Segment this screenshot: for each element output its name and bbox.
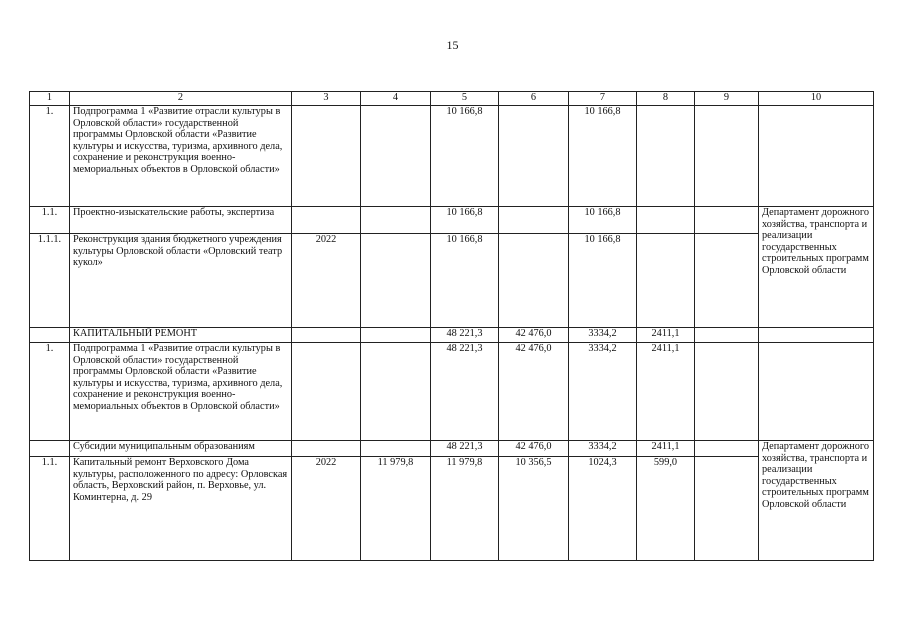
value-cell	[695, 207, 759, 234]
year-cell: 2022	[292, 457, 361, 561]
header-cell: 10	[759, 92, 874, 106]
value-cell: 2411,1	[637, 343, 695, 441]
value-cell: 10 166,8	[431, 106, 499, 207]
value-cell: 48 221,3	[431, 328, 499, 343]
row-number-cell	[30, 441, 70, 457]
value-cell: 3334,2	[569, 343, 637, 441]
value-cell	[695, 234, 759, 328]
value-cell	[637, 207, 695, 234]
value-cell	[361, 234, 431, 328]
value-cell	[637, 106, 695, 207]
table-header-row	[30, 92, 874, 106]
department-cell	[759, 106, 874, 207]
value-cell	[637, 234, 695, 328]
value-cell: 10 356,5	[499, 457, 569, 561]
value-cell	[499, 234, 569, 328]
value-cell	[695, 106, 759, 207]
name-cell: КАПИТАЛЬНЫЙ РЕМОНТ	[70, 328, 292, 343]
value-cell: 1024,3	[569, 457, 637, 561]
row-number-cell: 1.1.	[30, 207, 70, 234]
name-cell: Проектно-изыскательские работы, экспертиза	[70, 207, 292, 234]
data-table	[29, 91, 874, 561]
value-cell: 11 979,8	[361, 457, 431, 561]
department-cell	[759, 343, 874, 441]
table-row-1-1	[30, 207, 874, 234]
value-cell: 599,0	[637, 457, 695, 561]
value-cell	[695, 328, 759, 343]
row-number-cell: 1.1.1.	[30, 234, 70, 328]
year-cell	[292, 328, 361, 343]
year-cell	[292, 106, 361, 207]
value-cell	[361, 328, 431, 343]
value-cell: 42 476,0	[499, 441, 569, 457]
name-cell: Субсидии муниципальным образованиям	[70, 441, 292, 457]
value-cell	[361, 441, 431, 457]
value-cell: 10 166,8	[569, 207, 637, 234]
page-number: 15	[446, 38, 459, 52]
header-cell: 7	[569, 92, 637, 106]
value-cell	[695, 457, 759, 561]
value-cell: 48 221,3	[431, 441, 499, 457]
table-row-capital-repair	[30, 328, 874, 343]
department-cell: Департамент дорожного хозяйства, транспорта и реализации государственных строительных программ Орловской области	[759, 207, 874, 328]
year-cell: 2022	[292, 234, 361, 328]
table-row-subsidies	[30, 441, 874, 457]
name-cell: Подпрограмма 1 «Развитие отрасли культуры в Орловской области» государственной программы Орловской области «Развитие культуры и искусства, туризма, архивного дела, сохранение и реконструкция военно-мемориальных объектов в Орловской области»	[70, 343, 292, 441]
header-cell: 6	[499, 92, 569, 106]
header-cell: 2	[70, 92, 292, 106]
value-cell: 48 221,3	[431, 343, 499, 441]
value-cell: 10 166,8	[431, 207, 499, 234]
value-cell: 42 476,0	[499, 328, 569, 343]
table-row-1-1-1	[30, 234, 874, 328]
row-number-cell	[30, 328, 70, 343]
year-cell	[292, 343, 361, 441]
value-cell: 42 476,0	[499, 343, 569, 441]
header-cell: 4	[361, 92, 431, 106]
header-cell: 5	[431, 92, 499, 106]
row-number-cell: 1.	[30, 343, 70, 441]
value-cell	[499, 207, 569, 234]
value-cell: 10 166,8	[569, 106, 637, 207]
header-cell: 1	[30, 92, 70, 106]
header-cell: 9	[695, 92, 759, 106]
header-cell: 8	[637, 92, 695, 106]
table-row-1	[30, 106, 874, 207]
department-cell	[759, 328, 874, 343]
header-cell: 3	[292, 92, 361, 106]
row-number-cell: 1.1.	[30, 457, 70, 561]
value-cell: 3334,2	[569, 328, 637, 343]
name-cell: Реконструкция здания бюджетного учреждения культуры Орловской области «Орловский театр кукол»	[70, 234, 292, 328]
value-cell: 2411,1	[637, 328, 695, 343]
value-cell: 2411,1	[637, 441, 695, 457]
value-cell: 3334,2	[569, 441, 637, 457]
value-cell	[361, 207, 431, 234]
year-cell	[292, 207, 361, 234]
year-cell	[292, 441, 361, 457]
table-row-1-1-b	[30, 457, 874, 561]
department-cell: Департамент дорожного хозяйства, транспорта и реализации государственных строительных программ Орловской области	[759, 441, 874, 561]
value-cell: 10 166,8	[431, 234, 499, 328]
value-cell	[695, 343, 759, 441]
value-cell	[361, 343, 431, 441]
value-cell	[499, 106, 569, 207]
value-cell: 11 979,8	[431, 457, 499, 561]
name-cell: Подпрограмма 1 «Развитие отрасли культуры в Орловской области» государственной программы Орловской области «Развитие культуры и искусства, туризма, архивного дела, сохранение и реконструкция военно-мемориальных объектов в Орловской области»	[70, 106, 292, 207]
value-cell	[361, 106, 431, 207]
value-cell	[695, 441, 759, 457]
name-cell: Капитальный ремонт Верховского Дома культуры, расположенного по адресу: Орловская область, Верховский район, п. Верховье, ул. Коминтерна, д. 29	[70, 457, 292, 561]
value-cell: 10 166,8	[569, 234, 637, 328]
row-number-cell: 1.	[30, 106, 70, 207]
table-row-subprogram	[30, 343, 874, 441]
